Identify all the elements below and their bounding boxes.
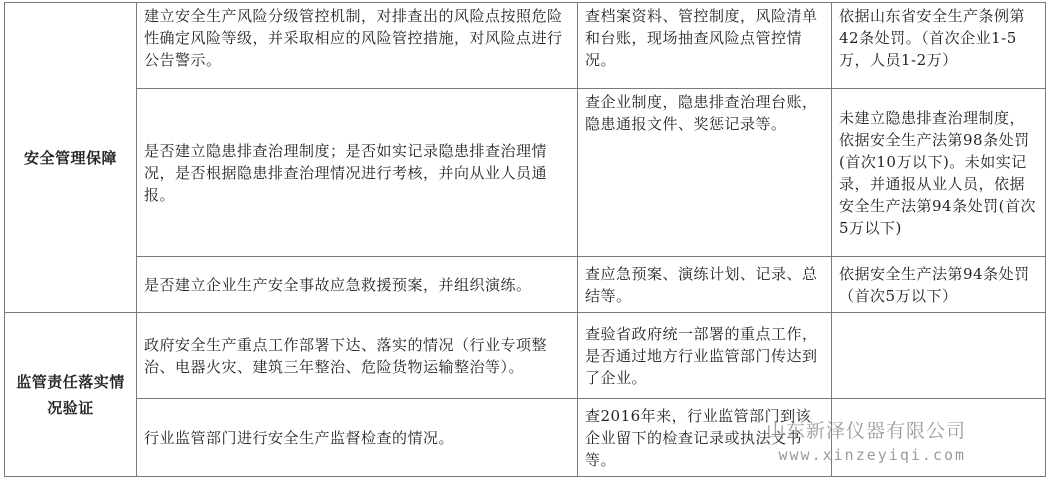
check-method-cell: 查企业制度，隐患排查治理台账，隐患通报文件、奖惩记录等。	[578, 89, 832, 257]
penalty-basis-cell: 依据山东省安全生产条例第42条处罚。（首次企业1-5万，人员1-2万）	[832, 3, 1046, 89]
check-item-cell: 是否建立隐患排查治理制度；是否如实记录隐患排查治理情况，是否根据隐患排查治理情况进行考核，并向从业人员通报。	[137, 89, 578, 257]
category-cell: 监管责任落实情况验证	[5, 313, 137, 477]
check-item-cell: 政府安全生产重点工作部署下达、落实的情况（行业专项整治、电器火灾、建筑三年整治、危险货物运输整治等）。	[137, 313, 578, 399]
table-row	[5, 313, 1046, 399]
table-row	[5, 257, 1046, 313]
penalty-basis-cell: 依据安全生产法第94条处罚（首次5万以下）	[832, 257, 1046, 313]
table-row	[5, 89, 1046, 257]
penalty-basis-cell: 未建立隐患排查治理制度，依据安全生产法第98条处罚(首次10万以下)。未如实记录，并通报从业人员，依据安全生产法第94条处罚(首次5万以下)	[832, 89, 1046, 257]
table-row	[5, 399, 1046, 477]
check-method-cell: 查应急预案、演练计划、记录、总结等。	[578, 257, 832, 313]
penalty-basis-cell	[832, 313, 1046, 399]
watermark-company: 山东新泽仪器有限公司	[766, 420, 967, 442]
check-item-cell: 行业监管部门进行安全生产监督检查的情况。	[137, 399, 578, 477]
category-cell: 安全管理保障	[5, 3, 137, 313]
check-item-cell: 是否建立企业生产安全事故应急救援预案，并组织演练。	[137, 257, 578, 313]
check-item-cell: 建立安全生产风险分级管控机制，对排查出的风险点按照危险性确定风险等级，并采取相应的风险管控措施，对风险点进行公告警示。	[137, 3, 578, 89]
check-method-cell: 查档案资料、管控制度，风险清单和台账，现场抽查风险点管控情况。	[578, 3, 832, 89]
table-row	[5, 3, 1046, 89]
check-method-cell: 查2016年来，行业监管部门到该企业留下的检查记录或执法文书等。	[578, 399, 832, 477]
inspection-table	[4, 2, 1046, 477]
penalty-basis-cell	[832, 399, 1046, 477]
watermark-url: www.xinzeyiqi.com	[778, 446, 967, 464]
check-method-cell: 查验省政府统一部署的重点工作，是否通过地方行业监管部门传达到了企业。	[578, 313, 832, 399]
